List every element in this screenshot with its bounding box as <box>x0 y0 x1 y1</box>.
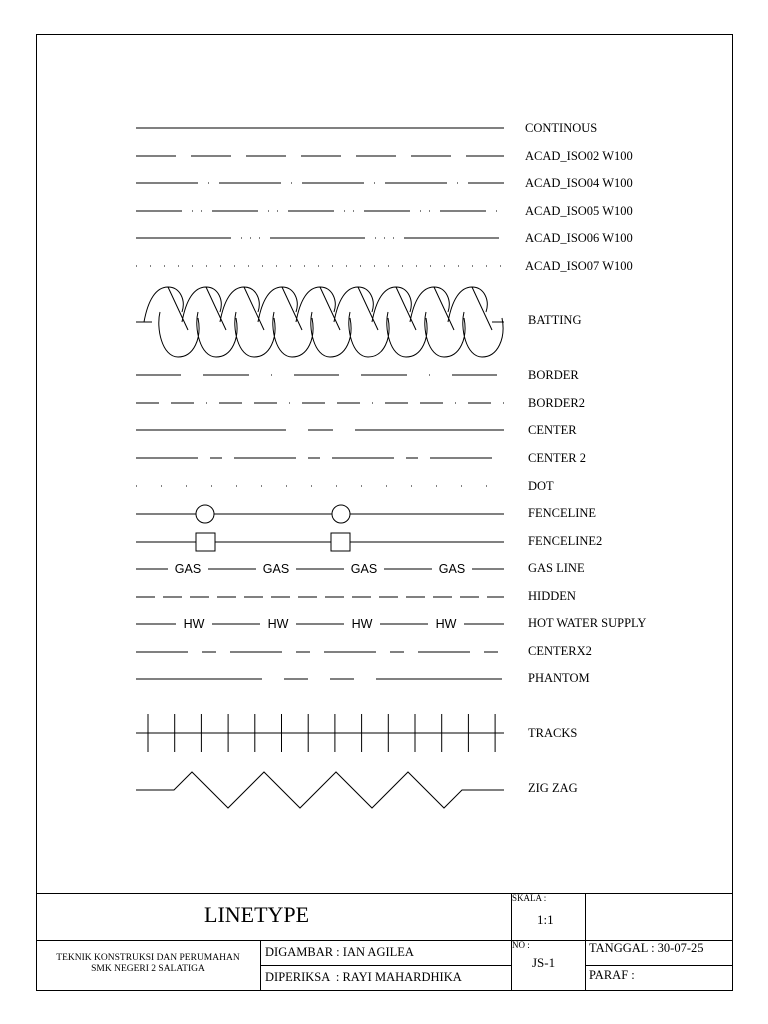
linetype-label: ACAD_ISO04 W100 <box>525 176 633 190</box>
sample-zigzag <box>136 772 504 808</box>
school-line-1: TEKNIK KONSTRUKSI DAN PERUMAHAN <box>56 953 240 963</box>
hot-water-text: HW <box>351 617 373 631</box>
drawing-title: LINETYPE <box>204 902 310 927</box>
linetype-label: CENTER 2 <box>528 451 586 465</box>
gas-line-text: GAS <box>262 562 290 576</box>
linetype-label: ACAD_ISO02 W100 <box>525 149 633 163</box>
linetype-label: HIDDEN <box>528 589 576 603</box>
linetype-label: ACAD_ISO06 W100 <box>525 231 633 245</box>
linetype-label: ACAD_ISO05 W100 <box>525 204 633 218</box>
linetype-label: CENTERX2 <box>528 644 592 658</box>
linetype-label: FENCELINE <box>528 506 597 520</box>
linetype-label: BORDER <box>528 368 579 382</box>
gas-line-text: GAS <box>174 562 202 576</box>
sample-batting <box>136 287 504 357</box>
linetype-label: DOT <box>528 479 554 493</box>
checked-by: DIPERIKSA : RAYI MAHARDHIKA <box>265 970 462 984</box>
linetype-label: CENTER <box>528 423 577 437</box>
gas-line-text: GAS <box>350 562 378 576</box>
drawn-by: DIGAMBAR : IAN AGILEA <box>265 945 414 959</box>
hot-water-text: HW <box>183 617 205 631</box>
scale-value: 1:1 <box>537 912 554 927</box>
linetype-label: HOT WATER SUPPLY <box>528 616 647 630</box>
number-value: JS-1 <box>532 955 556 970</box>
linetype-label: BORDER2 <box>528 396 585 410</box>
linetype-label: ACAD_ISO07 W100 <box>525 259 633 273</box>
scale-label: SKALA : <box>512 893 547 903</box>
linetype-label: TRACKS <box>528 726 578 740</box>
linetype-label: GAS LINE <box>528 561 585 575</box>
linetype-samples <box>136 128 504 808</box>
number-label: NO : <box>512 940 530 950</box>
linetype-label: BATTING <box>528 313 582 327</box>
sample-fenceline2 <box>136 533 504 551</box>
hot-water-text: HW <box>435 617 457 631</box>
gas-line-text: GAS <box>438 562 466 576</box>
linetype-label: ZIG ZAG <box>528 781 578 795</box>
sample-tracks <box>136 714 504 752</box>
date: TANGGAL : 30-07-25 <box>589 941 704 955</box>
linetype-label: FENCELINE2 <box>528 534 603 548</box>
linetype-label: CONTINOUS <box>525 121 598 135</box>
school-line-2: SMK NEGERI 2 SALATIGA <box>91 964 205 974</box>
paraf: PARAF : <box>589 968 635 982</box>
hot-water-text: HW <box>267 617 289 631</box>
linetype-label: PHANTOM <box>528 671 590 685</box>
sample-fenceline <box>136 505 504 523</box>
